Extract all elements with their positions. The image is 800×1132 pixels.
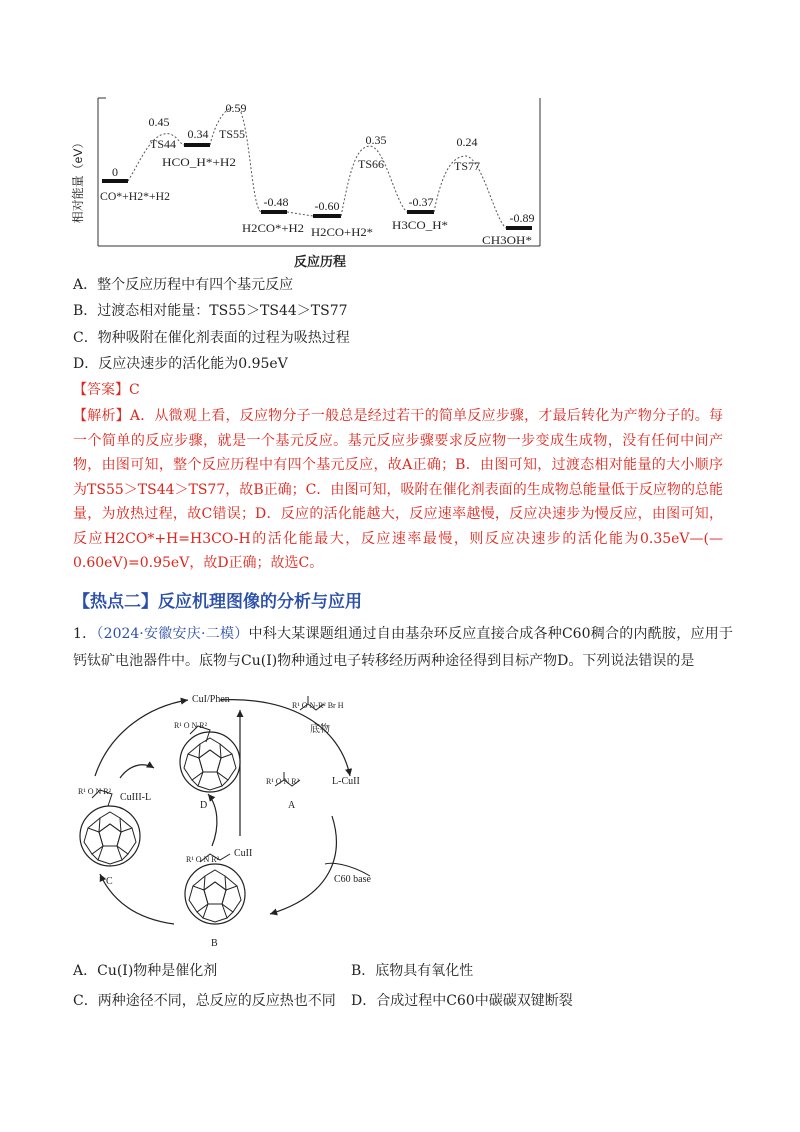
energy-value-co: 0: [112, 165, 118, 179]
scheme-c-groups: R¹ O N R²: [78, 787, 112, 796]
question-2: [73, 621, 733, 675]
scheme-cu-b: CuII: [234, 848, 253, 859]
energy-value-ch3oh: -0.89: [509, 211, 535, 225]
scheme-label-c: C: [106, 876, 113, 887]
option-d: D．反应决速步的活化能为0.95eV: [73, 356, 288, 372]
q2-option-c: C．两种途径不同，总反应的反应热也不同: [73, 993, 336, 1009]
state-label-co: CO*+H2*+H2: [100, 189, 170, 203]
option-c: C．物种吸附在催化剂表面的过程为吸热过程: [73, 330, 350, 346]
energy-value-ts44: 0.45: [148, 115, 170, 129]
energy-value-h3co: -0.37: [408, 195, 434, 209]
state-label-h3co: H3CO_H*: [392, 218, 448, 232]
question-source: （2024·安徽安庆·二模）: [96, 626, 249, 642]
question-text: 中科大某课题组通过自由基杂环反应直接合成各种C60稠合的内酰胺，应用于钙钛矿电池器件中。底物与Cu(Ⅰ)物种通过电子转移经历两种途径得到目标产物D。下列说法错误的是: [73, 626, 734, 669]
option-b: B．过渡态相对能量：TS55＞TS44＞TS77: [73, 303, 348, 319]
scheme-label-d: D: [200, 800, 208, 811]
state-label-hco: HCO_H*+H2: [162, 155, 236, 169]
state-label-ts66: TS66: [358, 157, 385, 171]
state-label-ts44: TS44: [150, 137, 177, 151]
mechanism-scheme: [70, 686, 470, 956]
energy-value-h2co-b: -0.60: [314, 199, 340, 213]
explanation: 【解析】A．从微观上看，反应物分子一般总是经过若干的简单反应步骤，才最后转化为产物分子的。每一个简单的反应步骤，就是一个基元反应。基元反应步骤要求反应物一步变成生成物，没有任何中间产物，由图可知，整个反应历程中有四个基元反应，故A正确；B．由图可知，过渡态相对能量的大小顺序为TS55＞TS44＞TS77，故B正确；C．由图可知，吸附在催化剂表面的生成物总能量低于反应物的总能量，为放热过程，故C错误；D．反应的活化能越大，反应速率越慢，反应决速步为慢反应，由图可知，反应H2CO*+H=H3CO-H的活化能最大，反应速率最慢，则反应决速步的活化能为0.35eV—(—0.60eV)=0.95eV，故D正确；故选C。: [73, 408, 723, 571]
energy-value-ts55: 0.59: [225, 101, 247, 115]
energy-value-hco: 0.34: [187, 127, 209, 141]
scheme-label-a: A: [288, 800, 296, 811]
fullerene-c: [80, 806, 140, 866]
x-axis-label: 反应历程: [293, 254, 347, 269]
state-label-ts55: TS55: [219, 127, 246, 141]
scheme-top-label: CuI/Phen: [192, 694, 230, 705]
scheme-substrate-label: 底物: [310, 724, 330, 735]
scheme-label-b: B: [211, 938, 218, 949]
reaction-path-3: [287, 212, 313, 216]
state-label-ts77: TS77: [454, 159, 481, 173]
energy-value-ts66: 0.35: [365, 133, 387, 147]
y-axis-label: 相对能量（eV）: [71, 136, 85, 224]
scheme-reagent: C60 base: [334, 874, 371, 885]
scheme-plus-cu: L-CuII: [332, 776, 360, 787]
cycle-arrow-right: [270, 816, 336, 914]
q2-option-a: A．Cu(Ⅰ)物种是催化剂: [73, 963, 218, 979]
scheme-cu-c: CuIII-L: [120, 792, 152, 803]
state-label-h2co-b: H2CO+H2*: [311, 225, 373, 239]
answer-line: 【答案】C: [73, 382, 140, 398]
scheme-a-groups: R¹ O N R²: [266, 777, 300, 786]
arrow-c-to-d: [120, 765, 154, 778]
state-label-h2co-a: H2CO*+H2: [242, 221, 304, 235]
fullerene-b: [185, 864, 245, 924]
scheme-d-groups: R¹ O N R²: [174, 721, 208, 730]
state-label-ch3oh: CH3OH*: [482, 233, 532, 247]
q2-option-d: D．合成过程中C60中碳碳双键断裂: [351, 993, 573, 1009]
scheme-substrate-groups: R¹ O N-R² Br H: [292, 701, 344, 710]
section-title: 【热点二】反应机理图像的分析与应用: [73, 592, 362, 612]
arrow-b-to-d: [208, 794, 217, 846]
energy-value-h2co-a: -0.48: [263, 195, 289, 209]
option-a: A．整个反应历程中有四个基元反应: [73, 277, 294, 293]
energy-value-ts77: 0.24: [456, 135, 478, 149]
q2-option-b: B．底物具有氧化性: [351, 963, 474, 979]
energy-diagram: [70, 92, 550, 272]
question-number: 1．: [73, 626, 97, 642]
scheme-b-groups: R¹ O N R²: [186, 855, 220, 864]
